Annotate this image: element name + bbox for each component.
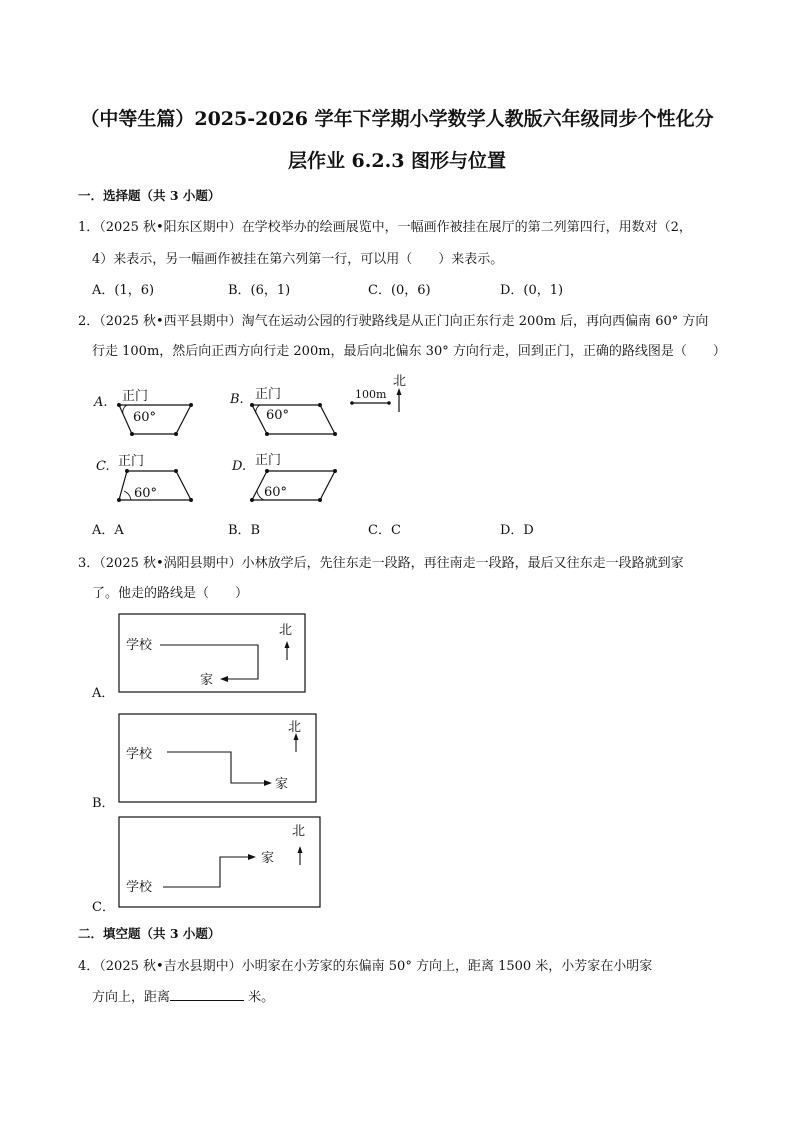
- document-title-line1: （中等生篇）2025-2026 学年下学期小学数学人教版六年级同步个性化分: [80, 108, 714, 130]
- q1-option-d[interactable]: D．(0，1): [500, 283, 564, 298]
- q2-text-line1: 2．（2025 秋•西平县期中）淘气在运动公园的行驶路线是从正门向正东行走 200m 后，再向西偏南 60° 方向: [78, 314, 709, 329]
- q3-school-label-b: 学校: [126, 747, 153, 762]
- q2-figure-label-b: B.: [230, 392, 244, 407]
- q3-option-a[interactable]: A．: [92, 686, 115, 701]
- q3-option-b[interactable]: B．: [92, 796, 115, 811]
- q2-angle-label-d: 60°: [264, 485, 288, 500]
- q2-text-line2: 行走 100m，然后向正西方向行走 200m，最后向北偏东 30° 方向行走，回到正门，正确的路线图是（ ）: [92, 344, 726, 359]
- q2-option-a[interactable]: A．A: [92, 523, 124, 538]
- q2-gate-label-a: 正门: [122, 389, 149, 404]
- q3-route-b-path: [167, 752, 266, 783]
- q2-angle-label-c: 60°: [134, 486, 158, 501]
- q3-route-c-path: [163, 857, 250, 887]
- q4-text-line2: [92, 986, 274, 1005]
- q3-text-line2: 了。他走的路线是（ ）: [92, 586, 249, 601]
- q3-route-a-arrowhead: [220, 676, 228, 682]
- q3-route-b-arrowhead: [264, 780, 272, 786]
- q2-angle-label-a: 60°: [133, 410, 157, 425]
- q3-school-label-c: 学校: [126, 880, 153, 895]
- document-title-line2: 层作业 6.2.3 图形与位置: [287, 150, 507, 172]
- q1-option-c[interactable]: C．(0，6): [368, 283, 431, 298]
- q3-north-label-a: 北: [279, 623, 293, 638]
- q3-home-label-a: 家: [200, 673, 214, 688]
- q2-option-d[interactable]: D．D: [500, 523, 534, 538]
- q2-angle-label-b: 60°: [266, 408, 290, 423]
- q2-gate-label-c: 正门: [118, 454, 145, 469]
- q2-gate-label-d: 正门: [255, 453, 282, 468]
- section-heading-fill: 二．填空题（共 3 小题）: [78, 926, 221, 941]
- q3-text-line1: 3．（2025 秋•涡阳县期中）小林放学后，先往东走一段路，再往南走一段路，最后又往东走一段路就到家: [78, 556, 684, 571]
- q2-figure-label-a: A.: [94, 395, 108, 410]
- q3-north-label-b: 北: [288, 720, 302, 735]
- q2-option-c[interactable]: C．C: [368, 523, 401, 538]
- q2-scale-label: 100m: [355, 388, 387, 401]
- q3-option-c[interactable]: C．: [92, 900, 115, 915]
- q4-answer-blank[interactable]: [170, 988, 244, 1001]
- q3-north-label-c: 北: [292, 824, 306, 839]
- q4-text-line1: 4．（2025 秋•吉水县期中）小明家在小芳家的东偏南 50° 方向上，距离 1500 米，小芳家在小明家: [78, 959, 653, 974]
- q1-option-b[interactable]: B．(6，1): [228, 283, 291, 298]
- q3-home-label-b: 家: [275, 777, 289, 792]
- q4-text-part-a: 方向上，距离: [92, 990, 171, 1005]
- q2-north-label: 北: [393, 374, 407, 389]
- q4-text-part-b: 米。: [248, 990, 275, 1005]
- q1-text-line1: 1．（2025 秋•阳东区期中）在学校举办的绘画展览中，一幅画作被挂在展厅的第二列第四行，用数对（2，: [78, 220, 692, 235]
- q2-figure-label-c: C.: [96, 459, 110, 474]
- q2-gate-label-b: 正门: [255, 387, 282, 402]
- q1-option-a[interactable]: A．(1，6): [92, 283, 155, 298]
- q3-school-label-a: 学校: [126, 638, 153, 653]
- q3-home-label-c: 家: [261, 851, 275, 866]
- q1-text-line2: 4）来表示，另一幅画作被挂在第六列第一行，可以用（ ）来表示。: [92, 252, 504, 267]
- q3-route-c-arrowhead: [248, 854, 256, 860]
- q2-figure-label-d: D.: [232, 459, 247, 474]
- section-heading-choice: 一．选择题（共 3 小题）: [78, 188, 221, 203]
- q2-option-b[interactable]: B．B: [228, 523, 261, 538]
